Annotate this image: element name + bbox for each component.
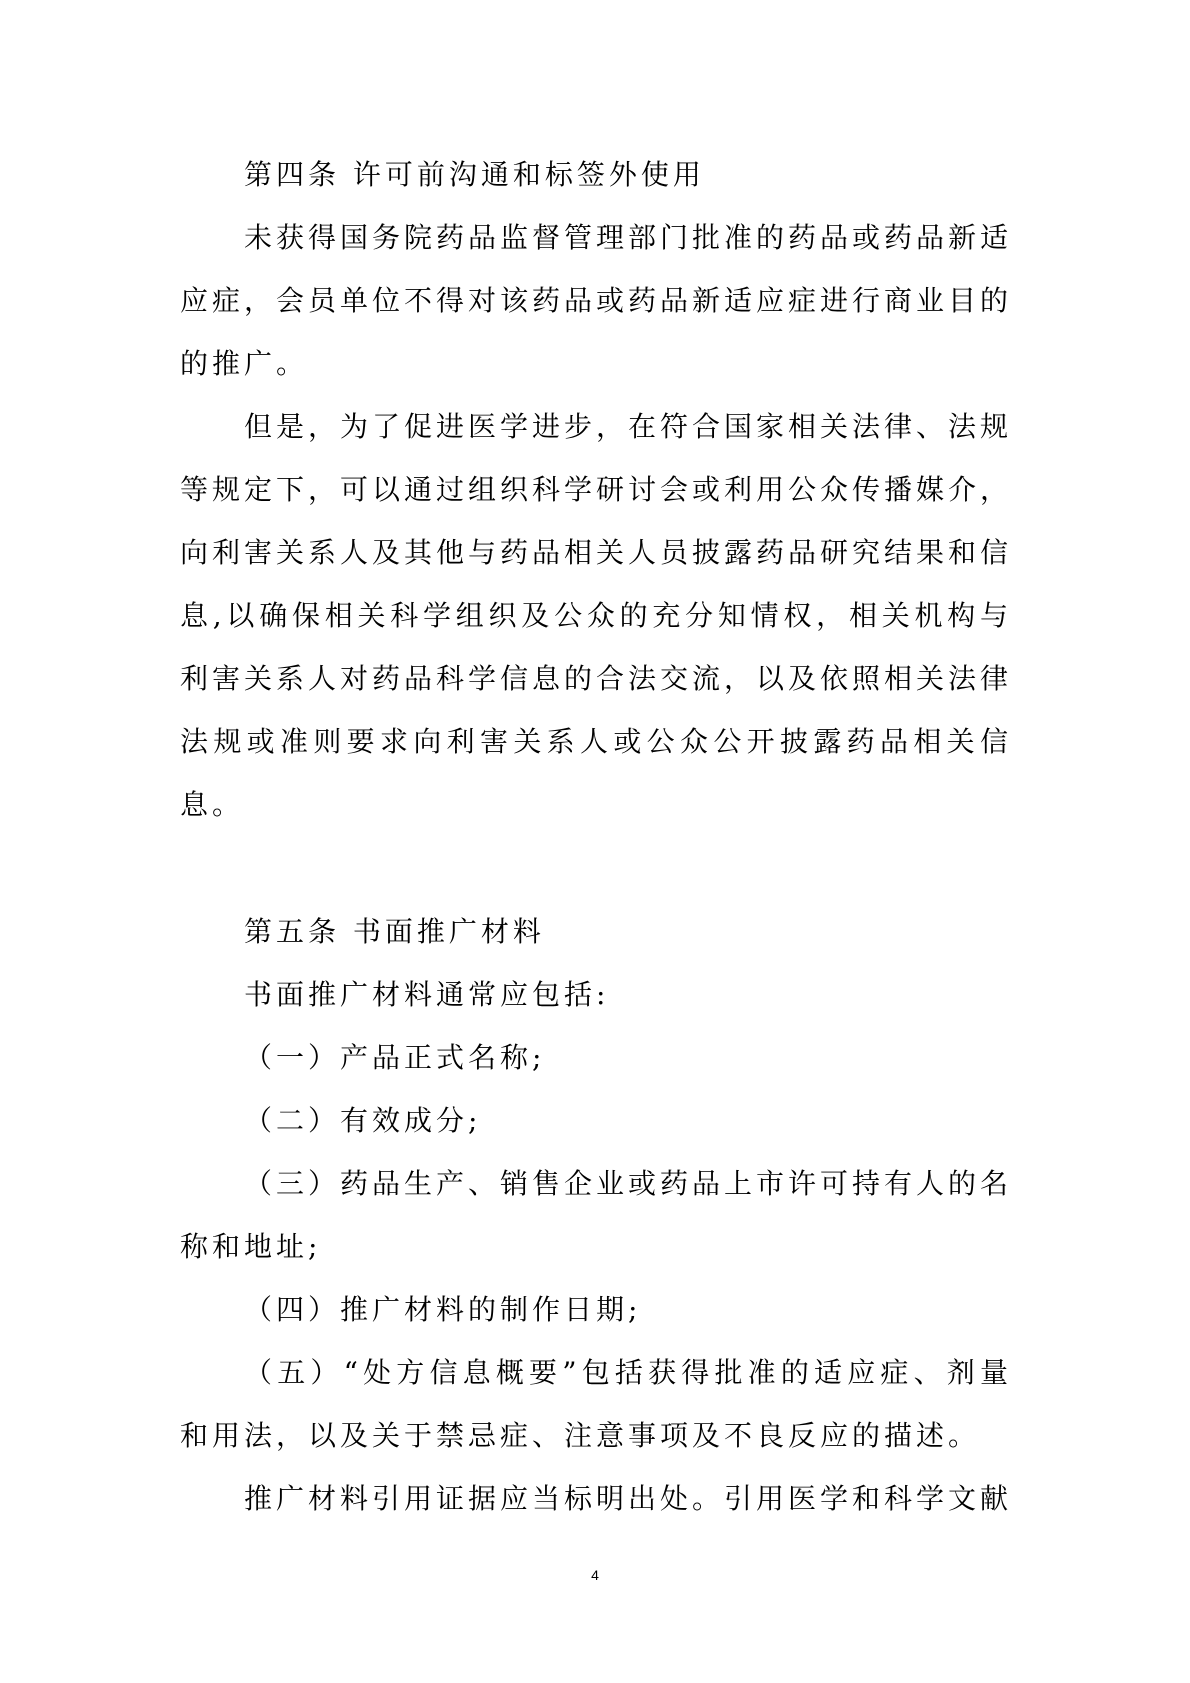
article-5-item-4: （四）推广材料的制作日期; xyxy=(244,1293,642,1326)
article-5-closing: 推广材料引用证据应当标明出处。引用医学和科学文献 xyxy=(244,1482,1013,1515)
article-5-item-2: （二）有效成分; xyxy=(244,1104,482,1137)
page-number: 4 xyxy=(591,1567,599,1583)
article-5-intro: 书面推广材料通常应包括: xyxy=(244,978,610,1011)
article-5-item-5: （五）“处方信息概要”包括获得批准的适应症、剂量和用法，以及关于禁忌症、注意事项及不良反应的描述。 xyxy=(180,1356,1012,1452)
article-5-heading: 第五条 书面推广材料 xyxy=(244,915,545,948)
article-5-item-3: （三）药品生产、销售企业或药品上市许可持有人的名称和地址; xyxy=(180,1167,1013,1263)
section-spacer xyxy=(180,836,1012,900)
article-4-paragraph-2: 但是，为了促进医学进步，在符合国家相关法律、法规等规定下，可以通过组织科学研讨会或利用公众传播媒介，向利害关系人及其他与药品相关人员披露药品研究结果和信息,以确保相关科学组织及公众的充分知情权，相关机构与利害关系人对药品科学信息的合法交流，以及依照相关法律法规或准则要求向利害关系人或公众公开披露药品相关信息。 xyxy=(180,410,1013,821)
article-4-paragraph-1: 未获得国务院药品监督管理部门批准的药品或药品新适应症，会员单位不得对该药品或药品新适应症进行商业目的的推广。 xyxy=(180,221,1013,380)
document-body xyxy=(180,143,1012,1530)
article-5-item-1: （一）产品正式名称; xyxy=(244,1041,546,1074)
article-4-heading: 第四条 许可前沟通和标签外使用 xyxy=(244,158,705,191)
